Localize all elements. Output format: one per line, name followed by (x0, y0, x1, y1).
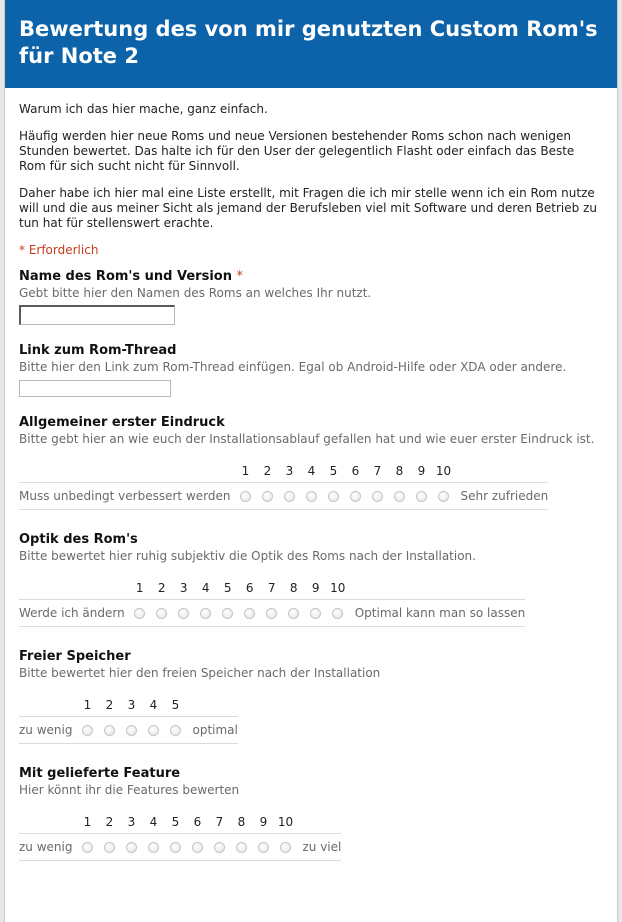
form-description (19, 102, 603, 231)
question-feature (19, 766, 603, 865)
rom-thread-link-input[interactable] (19, 380, 171, 397)
scale-number: 9 (259, 815, 268, 829)
rating-radio-6[interactable] (192, 842, 203, 853)
scale-number: 7 (215, 815, 224, 829)
question-help: Bitte bewertet hier ruhig subjektiv die Optik des Roms nach der Installation. (19, 549, 476, 563)
scale-number: 5 (223, 581, 232, 595)
question-name (19, 269, 603, 325)
rating-radio-7[interactable] (266, 608, 277, 619)
rating-radio-6[interactable] (244, 608, 255, 619)
rating-radio-3[interactable] (126, 842, 137, 853)
rating-scale (19, 460, 548, 510)
scale-number: 2 (157, 581, 166, 595)
rating-radio-3[interactable] (284, 491, 295, 502)
rating-radio-3[interactable] (126, 725, 137, 736)
form-frame (4, 0, 618, 922)
intro-paragraph-2: Häufig werden hier neue Roms und neue Versionen bestehender Roms schon nach wenigen Stunden bewertet. Das halte ich für den User der gelegentlich Flasht oder einfach das Beste Rom für sich sucht nicht für Sinnvoll. (19, 129, 575, 173)
scale-number: 2 (263, 464, 272, 478)
scale-high-label: optimal (186, 717, 237, 744)
scale-number: 4 (201, 581, 210, 595)
scale-number: 8 (237, 815, 246, 829)
scale-number: 1 (241, 464, 250, 478)
rating-radio-8[interactable] (394, 491, 405, 502)
question-help: Bitte gebt hier an wie euch der Installationsablauf gefallen hat und wie euer erster Eindruck ist. (19, 432, 595, 446)
scale-number: 3 (179, 581, 188, 595)
scale-number: 8 (395, 464, 404, 478)
scale-number: 1 (83, 815, 92, 829)
scale-low-label: Werde ich ändern (19, 600, 129, 627)
required-asterisk: * (236, 269, 243, 284)
rating-radio-5[interactable] (170, 842, 181, 853)
rating-radio-3[interactable] (178, 608, 189, 619)
rating-radio-5[interactable] (222, 608, 233, 619)
question-help: Bitte hier den Link zum Rom-Thread einfügen. Egal ob Android-Hilfe oder XDA oder andere. (19, 359, 567, 374)
scale-number: 4 (149, 815, 158, 829)
rating-radio-4[interactable] (148, 725, 159, 736)
scale-number: 5 (171, 698, 180, 712)
scale-low-label: zu wenig (19, 834, 76, 861)
scale-high-label: zu viel (296, 834, 341, 861)
rating-radio-2[interactable] (156, 608, 167, 619)
question-optik (19, 532, 603, 631)
scale-number: 9 (417, 464, 426, 478)
rating-scale (19, 694, 238, 744)
scale-number: 4 (307, 464, 316, 478)
scale-number: 7 (267, 581, 276, 595)
rating-radio-4[interactable] (306, 491, 317, 502)
rating-radio-4[interactable] (148, 842, 159, 853)
question-eindruck (19, 415, 603, 514)
rating-radio-5[interactable] (328, 491, 339, 502)
rating-radio-10[interactable] (332, 608, 343, 619)
scale-number: 3 (285, 464, 294, 478)
scale-number: 2 (105, 815, 114, 829)
scale-number: 5 (329, 464, 338, 478)
rating-radio-7[interactable] (372, 491, 383, 502)
question-title: Name des Rom's und Version * (19, 269, 243, 284)
scale-number: 1 (83, 698, 92, 712)
question-title: Link zum Rom-Thread (19, 342, 177, 358)
scale-number: 7 (373, 464, 382, 478)
rating-radio-4[interactable] (200, 608, 211, 619)
scale-number: 6 (193, 815, 202, 829)
rating-radio-5[interactable] (170, 725, 181, 736)
rating-radio-10[interactable] (438, 491, 449, 502)
rating-radio-2[interactable] (262, 491, 273, 502)
rating-radio-2[interactable] (104, 725, 115, 736)
rating-radio-6[interactable] (350, 491, 361, 502)
rating-scale (19, 577, 525, 627)
scale-number: 8 (289, 581, 298, 595)
question-speicher (19, 649, 603, 748)
intro-paragraph-3: Daher habe ich hier mal eine Liste erstellt, mit Fragen die ich mir stelle wenn ich ein Rom nutze will und die aus meiner Sicht als jemand der Berufsleben viel mit Software und deren Betrieb zu tun hat für stellenswert erachte. (19, 186, 597, 230)
rating-radio-9[interactable] (258, 842, 269, 853)
rating-radio-7[interactable] (214, 842, 225, 853)
rating-radio-1[interactable] (82, 842, 93, 853)
scale-number: 5 (171, 815, 180, 829)
rom-name-input[interactable] (19, 305, 175, 325)
rating-radio-9[interactable] (416, 491, 427, 502)
scale-number: 2 (105, 698, 114, 712)
question-link (19, 343, 603, 398)
scale-number: 6 (245, 581, 254, 595)
rating-radio-8[interactable] (288, 608, 299, 619)
rating-radio-9[interactable] (310, 608, 321, 619)
form-header (5, 0, 617, 88)
question-help: Bitte bewertet hier den freien Speicher nach der Installation (19, 666, 381, 680)
question-title: Allgemeiner erster Eindruck (19, 415, 225, 430)
scale-number: 3 (127, 698, 136, 712)
rating-radio-1[interactable] (82, 725, 93, 736)
form-title: Bewertung des von mir genutzten Custom Rom's für Note 2 (19, 17, 598, 68)
rating-radio-10[interactable] (280, 842, 291, 853)
scale-high-label: Sehr zufrieden (454, 483, 548, 510)
scale-high-label: Optimal kann man so lassen (349, 600, 525, 627)
intro-paragraph-1: Warum ich das hier mache, ganz einfach. (19, 102, 268, 116)
question-title: Freier Speicher (19, 649, 131, 664)
scale-low-label: Muss unbedingt verbessert werden (19, 483, 234, 510)
rating-radio-2[interactable] (104, 842, 115, 853)
scale-number: 10 (330, 581, 346, 595)
scale-low-label: zu wenig (19, 717, 76, 744)
rating-radio-1[interactable] (240, 491, 251, 502)
scale-number: 10 (277, 815, 294, 829)
scale-number: 6 (351, 464, 360, 478)
question-help: Gebt bitte hier den Namen des Roms an welches Ihr nutzt. (19, 286, 372, 300)
required-note: * Erforderlich (19, 243, 99, 257)
scale-number: 9 (311, 581, 320, 595)
scale-number: 10 (435, 464, 452, 478)
rating-radio-8[interactable] (236, 842, 247, 853)
scale-number: 4 (149, 698, 158, 712)
question-title: Optik des Rom's (19, 532, 138, 547)
scale-number: 1 (135, 581, 144, 595)
rating-scale (19, 811, 341, 861)
scale-number: 3 (127, 815, 136, 829)
rating-radio-1[interactable] (134, 608, 145, 619)
question-title: Mit gelieferte Feature (19, 766, 181, 781)
question-help: Hier könnt ihr die Features bewerten (19, 783, 240, 797)
form-content (5, 88, 617, 865)
